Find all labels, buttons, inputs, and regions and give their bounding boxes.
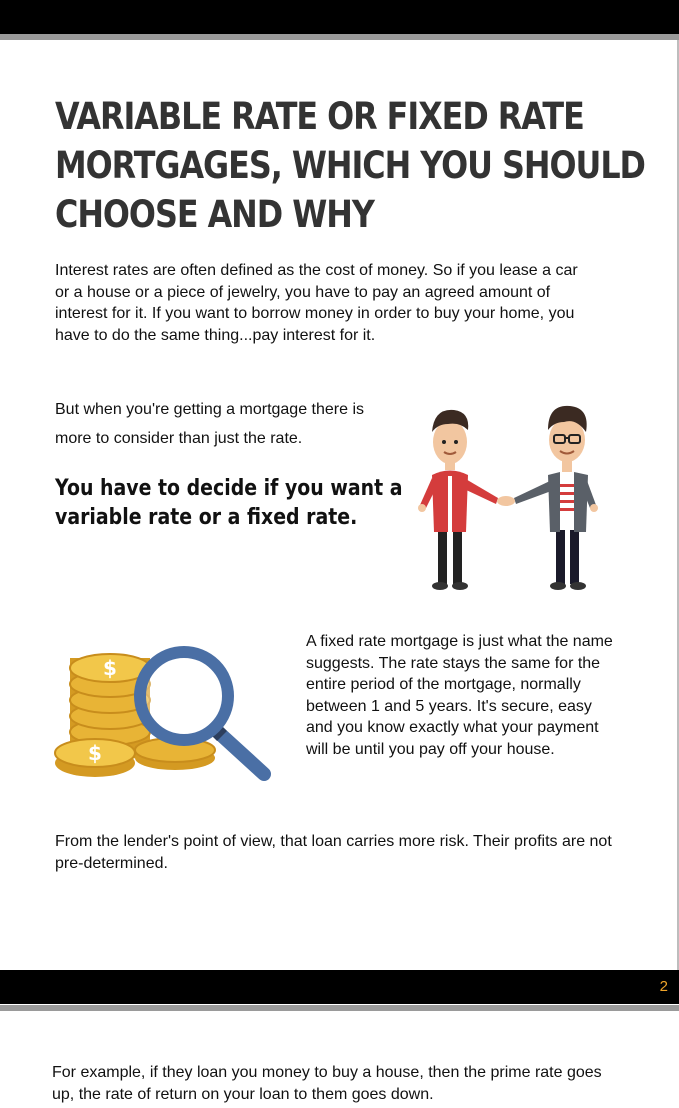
svg-text:$: $: [103, 656, 117, 680]
header-bar: [0, 0, 679, 34]
handshake-illustration: [398, 380, 618, 595]
title-line-2: MORTGAGES, WHICH YOU SHOULD: [55, 144, 645, 187]
coins-magnifying-glass-illustration: [50, 628, 280, 788]
paragraph-lender-view: From the lender's point of view, that loan carries more risk. Their profits are not pre-determined.: [55, 833, 612, 872]
paragraph-example: For example, if they loan you money to buy a house, then the prime rate goes up, the rate of return on your loan to them goes down.: [52, 1064, 602, 1103]
title-line-1: VARIABLE RATE OR FIXED RATE: [55, 95, 584, 138]
footer-rule: [0, 1005, 679, 1011]
page-number: 2: [659, 978, 668, 995]
left-man-figure: [418, 410, 498, 590]
header-rule: [0, 34, 679, 40]
page-title: [55, 92, 645, 239]
right-man-figure: [497, 406, 598, 590]
paragraph-interest-rates: Interest rates are often defined as the cost of money. So if you lease a car or a house or a piece of jewelry, you have to pay an agreed amount of interest for it. If you want to borrow money in order to buy your home, you have to do the same thing...pay interest for it.: [55, 262, 578, 344]
title-line-3: CHOOSE AND WHY: [55, 193, 374, 236]
paragraph-fixed-rate: A fixed rate mortgage is just what the name suggests. The rate stays the same for the entire period of the mortgage, normally between 1 and 5 years. It's secure, easy and you know exactly what your payment will be until you pay off your house.: [306, 633, 613, 758]
emphasis-statement: [55, 474, 403, 532]
emphasis-line-2: variable rate or a fixed rate.: [55, 505, 358, 530]
svg-text:$: $: [88, 741, 102, 765]
emphasis-line-1: You have to decide if you want a: [55, 476, 403, 501]
front-coin: [55, 739, 135, 777]
footer-bar: [0, 970, 679, 1004]
paragraph-more-to-consider: But when you're getting a mortgage there is more to consider than just the rate.: [55, 401, 365, 447]
